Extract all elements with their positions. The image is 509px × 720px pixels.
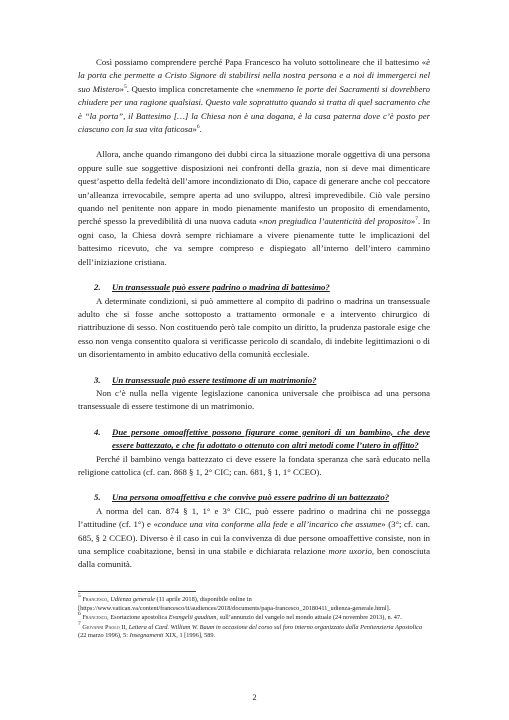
- paragraph-1: [78, 56, 430, 136]
- text-span: (11 aprile 2018), disponibile online in [https://www.vatican.va/content/francesco/it/audiences/2018/documents/papa-francesco_20180411_udienza-generale.html].: [78, 596, 391, 612]
- question-heading-2: [78, 281, 430, 294]
- quote-italic: conduce una vita conforme alla fede e all’incarico che assume: [157, 519, 382, 530]
- footnote-author: Giovanni Paolo II: [82, 623, 126, 631]
- footnote-7: [78, 620, 430, 641]
- text-span: »: [119, 83, 124, 94]
- quote-italic: non pregiudica l’autenticità del proposito: [263, 216, 411, 227]
- footnote-title: Udienza generale: [110, 596, 155, 603]
- footnote-title: Insegnamenti: [129, 632, 164, 640]
- text-span: » (3°; cf. can. 685, § 2 CCEO). Diverso è il caso in cui la convivenza di due persone omoaffettive consiste, non in una semplice coabitazione, bensì in una stabile e dichiarata relazione: [78, 519, 430, 556]
- text-span: ,: [125, 623, 129, 631]
- footnotes: [78, 593, 430, 642]
- question-number: 3.: [94, 374, 101, 385]
- footnote-separator: [78, 591, 196, 592]
- text-span: , Esortazione apostolica: [107, 614, 169, 622]
- question-number: 4.: [94, 426, 101, 437]
- question-title: Una persona omoaffettiva e che convive può essere padrino di un battezzato?: [112, 492, 390, 503]
- text-span: A norma del can. 874 § 1, 1° e 3° CIC, può essere padrino o madrina chi ne possegga l’attitudine (cf. 1°) e «: [78, 505, 430, 530]
- footnote-5: [78, 593, 430, 613]
- text-span: , ben conosciuta dalla comunità.: [78, 546, 430, 570]
- footnote-author: Francesco: [82, 614, 108, 622]
- question-heading-4: [78, 426, 430, 453]
- footnote-6: [78, 611, 430, 623]
- latin-italic: more uxorio: [328, 546, 372, 556]
- text-span: . Questo implica concretamente che «: [126, 83, 261, 94]
- footnote-number: 7: [78, 620, 81, 627]
- text-span: Allora, anche quando rimangono dei dubbi circa la situazione morale oggettiva di una persona oppure sulle sue soggettive disposizioni nei confronti della grazia, non si deve mai dimenticare quest’aspetto della fedeltà dell’amore incondizionato di Dio, capace di generare anche col peccatore un’alleanza irrevocabile, sempre aperta ad uno sviluppo, altresì imprevedibile. Ciò vale persino quando nel penitente non appare in modo pienamente manifesto un proposito di emendamento, perché spesso la prevedibilità di una nuova caduta «: [78, 149, 430, 227]
- text-span: (22 marzo 1996), 5:: [78, 632, 130, 640]
- footnote-number: 6: [78, 611, 81, 618]
- quote-italic: è la porta che permette a Cristo Signore di stabilirsi nella nostra persona e a noi di immergerci nel suo Mistero: [78, 57, 430, 94]
- answer-paragraph-2: A determinate condizioni, si può ammettere al compito di padrino o madrina un transessuale adulto che si fosse anche sottoposto a trattamento ormonale e a intervento chirurgico di riattribuzione di sesso. Non costituendo però tale compito un diritto, la prudenza pastorale esige che esso non venga consentito qualora si verificasse pericolo di scandalo, di indebite legittimazioni o di un disorientamento in ambito educativo della comunità ecclesiale.: [78, 295, 430, 360]
- footnote-ref[interactable]: 6: [196, 124, 200, 131]
- answer-paragraph-3: Non c’è nulla nella vigente legislazione canonica universale che proibisca ad una persona transessuale di essere testimone di un matrimonio.: [78, 387, 430, 412]
- question-title: Un transessuale può essere testimone di un matrimonio?: [112, 374, 317, 385]
- page-number: 2: [252, 692, 257, 702]
- quote-italic: nemmeno le porte dei Sacramenti si dovrebbero chiudere per una ragione qualsiasi. Questo vale soprattutto quando si tratta di quel sacramento che è “la porta”, il Battesimo […] la Chiesa non è una dogana, è la casa paterna dove c’è posto per ciascuno con la sua vita faticosa: [78, 83, 430, 135]
- text-span: »: [410, 216, 416, 227]
- question-heading-5: [78, 491, 430, 504]
- text-span: »: [192, 124, 197, 135]
- text-span: . In ogni caso, la Chiesa dovrà sempre richiamare a vivere pienamente tutte le implicazioni del battesimo ricevuto, che va sempre compreso e dispiegato all’interno dell’intero cammino dell’iniziazione cristiana.: [78, 216, 431, 267]
- footnote-number: 5: [78, 593, 81, 599]
- text-span: , sull’annunzio del vangelo nel mondo attuale (24 novembre 2013), n. 47.: [216, 614, 402, 622]
- text-span: Così possiamo comprendere perché Papa Francesco ha voluto sottolineare che il battesimo «: [96, 57, 427, 67]
- question-title: Due persone omoaffettive possono figurare come genitori di un bambino, che deve essere battezzato, e che fu adottato o ottenuto con altri metodi come l’utero in affitto?: [112, 426, 430, 451]
- text-span: XIX, 1 [1996], 589.: [163, 632, 216, 640]
- question-number: 5.: [94, 492, 101, 503]
- text-span: .: [199, 124, 202, 135]
- footnote-ref[interactable]: 7: [415, 216, 418, 223]
- footnote-title: Evangelii gaudium: [168, 614, 217, 622]
- footnote-author: Francesco: [82, 596, 108, 603]
- footnote-ref[interactable]: 5: [123, 83, 127, 90]
- footnote-title: Lettera al Card. William W. Baum in occasione del corso sul foro interno organizzato dalla Penitenzieria Apostolica: [128, 623, 423, 631]
- answer-paragraph-4: Perché il bambino venga battezzato ci deve essere la fondata speranza che sarà educato nella religione cattolica (cf. can. 868 § 1, 2° CIC; can. 681, § 1, 1° CCEO).: [78, 453, 430, 477]
- question-number: 2.: [94, 282, 101, 293]
- paragraph-2: [78, 148, 430, 269]
- body-text: [78, 56, 430, 572]
- text-span: ,: [107, 596, 111, 603]
- answer-paragraph-5: [78, 505, 430, 572]
- question-heading-3: [78, 374, 430, 387]
- question-title: Un transessuale può essere padrino o madrina di battesimo?: [112, 282, 330, 293]
